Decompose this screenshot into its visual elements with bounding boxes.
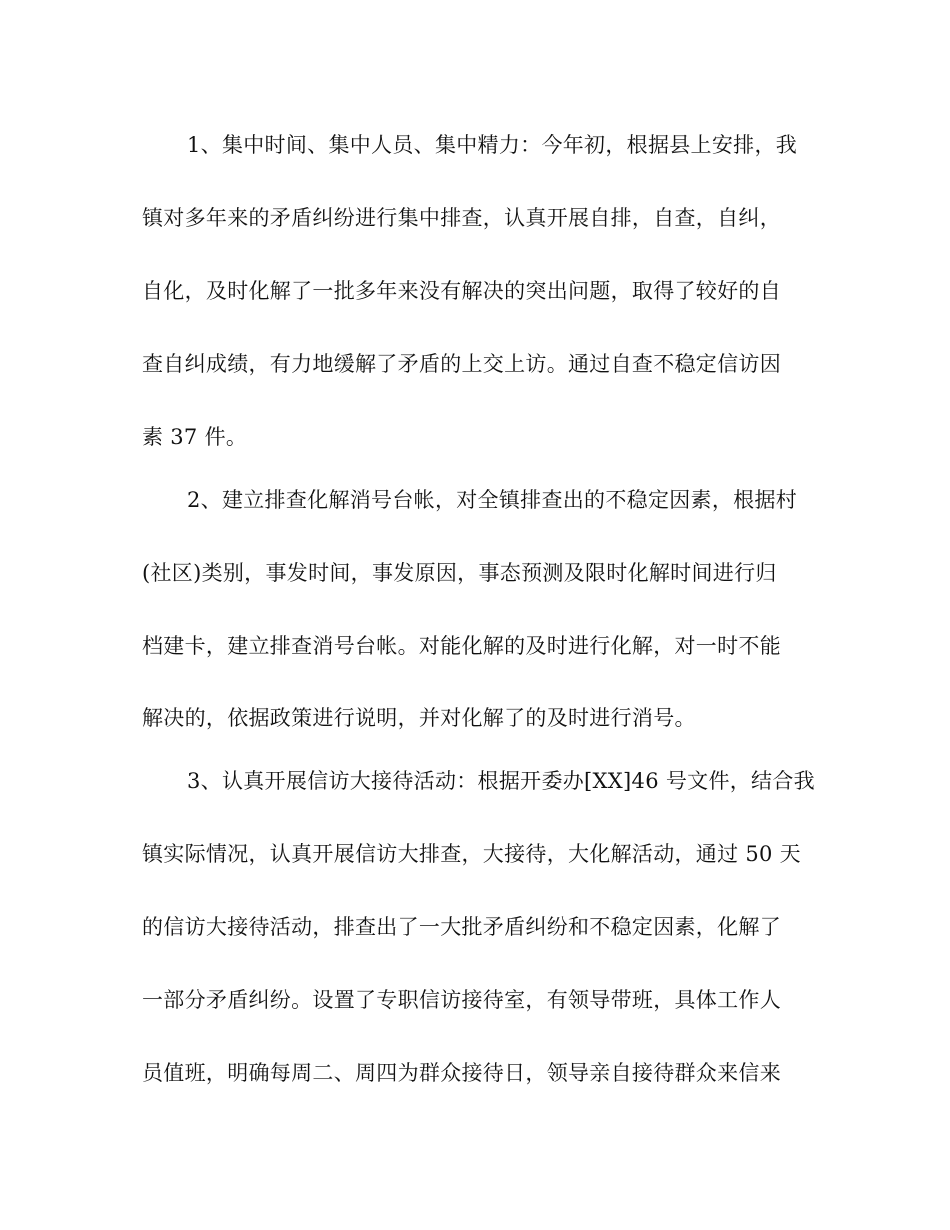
paragraph-3-line-5: 员值班，明确每周二、周四为群众接待日，领导亲自接待群众来信来 — [142, 1061, 781, 1085]
paragraph-1-line-5: 素 37 件。 — [142, 425, 248, 449]
paragraph-3-line-1: 3、认真开展信访大接待活动：根据开委办[XX]46 号文件，结合我 — [187, 769, 815, 793]
paragraph-3-line-3: 的信访大接待活动，排查出了一大批矛盾纠纷和不稳定因素，化解了 — [142, 915, 781, 939]
paragraph-2-line-2: (社区)类别，事发时间，事发原因，事态预测及限时化解时间进行归 — [142, 561, 777, 585]
paragraph-1-line-1: 1、集中时间、集中人员、集中精力：今年初，根据县上安排，我 — [187, 133, 798, 157]
paragraph-2-line-1: 2、建立排查化解消号台帐，对全镇排查出的不稳定因素，根据村 — [187, 488, 798, 512]
paragraph-2-line-4: 解决的，依据政策进行说明，并对化解了的及时进行消号。 — [142, 706, 696, 730]
paragraph-1-line-4: 查自纠成绩，有力地缓解了矛盾的上交上访。通过自查不稳定信访因 — [142, 352, 781, 376]
paragraph-1-line-2: 镇对多年来的矛盾纠纷进行集中排查，认真开展自排，自查，自纠， — [142, 206, 781, 230]
paragraph-2-line-3: 档建卡，建立排查消号台帐。对能化解的及时进行化解，对一时不能 — [142, 634, 781, 658]
paragraph-3-line-2: 镇实际情况，认真开展信访大排查，大接待，大化解活动，通过 50 天 — [142, 842, 801, 866]
paragraph-1-line-3: 自化，及时化解了一批多年来没有解决的突出问题，取得了较好的自 — [142, 279, 781, 303]
paragraph-3-line-4: 一部分矛盾纠纷。设置了专职信访接待室，有领导带班，具体工作人 — [142, 988, 781, 1012]
